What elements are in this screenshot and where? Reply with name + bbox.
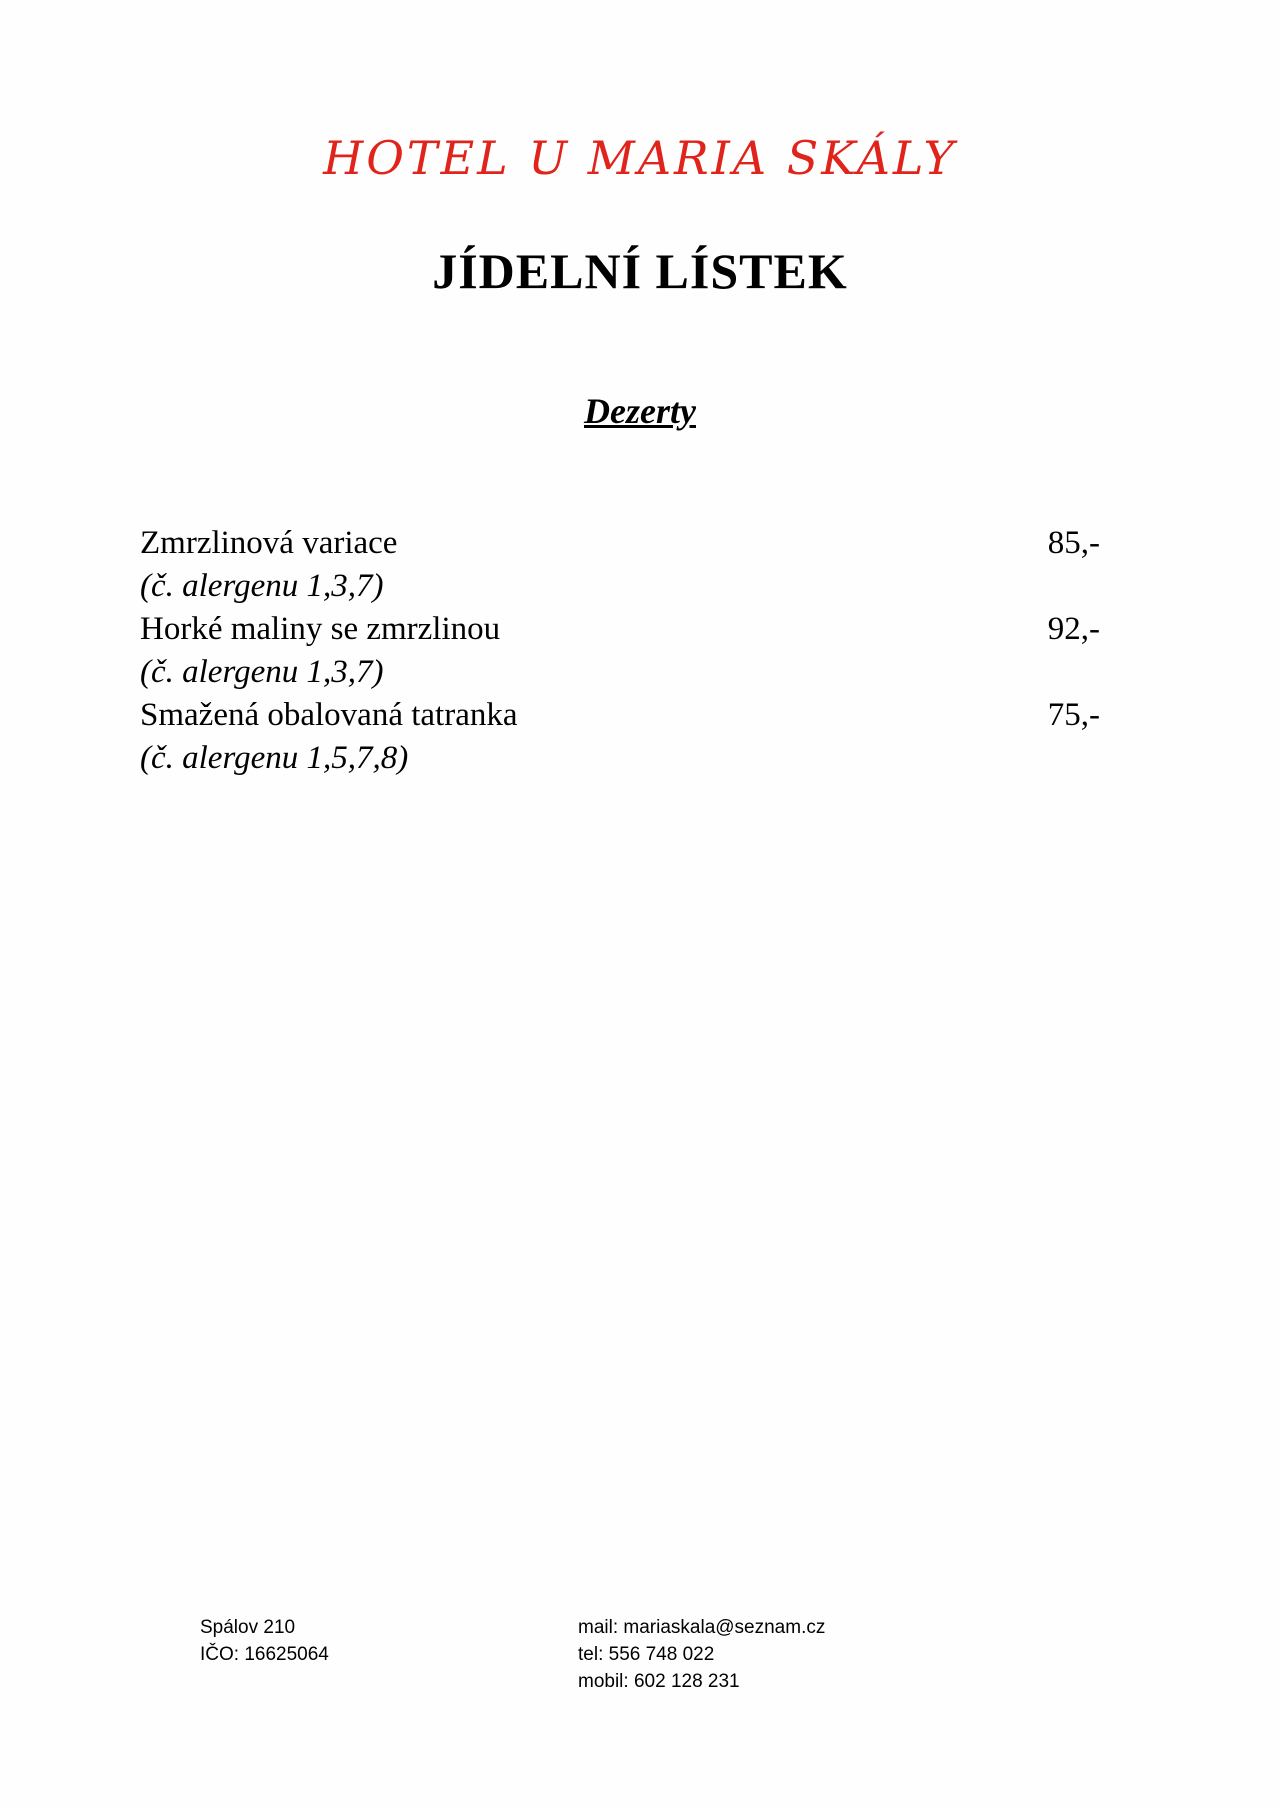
footer-mobil: mobil: 602 128 231: [578, 1671, 740, 1692]
footer-address: Spálov 210: [200, 1617, 296, 1638]
menu-item: [140, 522, 1100, 608]
menu-item-price: 92,-: [1047, 611, 1100, 647]
menu-item-price: 85,-: [1047, 525, 1100, 561]
menu-item-row: [140, 522, 1100, 565]
menu-item-row: [140, 694, 1100, 737]
menu-item-name: Horké maliny se zmrzlinou: [140, 611, 501, 647]
footer-ico: IČO: 16625064: [200, 1644, 329, 1665]
menu-item: [140, 608, 1100, 694]
hotel-name: HOTEL U MARIA SKÁLY: [323, 131, 957, 185]
menu-item: [140, 694, 1100, 780]
menu-title: JÍDELNÍ LÍSTEK: [432, 243, 848, 299]
section-title-dezerty: Dezerty: [584, 391, 696, 431]
footer-mail: mail: mariaskala@seznam.cz: [578, 1617, 826, 1638]
menu-item-name: Zmrzlinová variace: [140, 525, 398, 561]
dessert-list: [140, 522, 1100, 780]
footer-tel: tel: 556 748 022: [578, 1644, 715, 1665]
menu-item-name: Smažená obalovaná tatranka: [140, 697, 518, 733]
menu-item-allergens: (č. alergenu 1,3,7): [140, 654, 384, 690]
menu-item-allergens: (č. alergenu 1,5,7,8): [140, 740, 409, 776]
footer-contact-block: [578, 1614, 825, 1695]
menu-item-row: [140, 608, 1100, 651]
footer-address-block: [200, 1614, 329, 1668]
menu-item-allergens: (č. alergenu 1,3,7): [140, 568, 384, 604]
menu-item-price: 75,-: [1047, 697, 1100, 733]
